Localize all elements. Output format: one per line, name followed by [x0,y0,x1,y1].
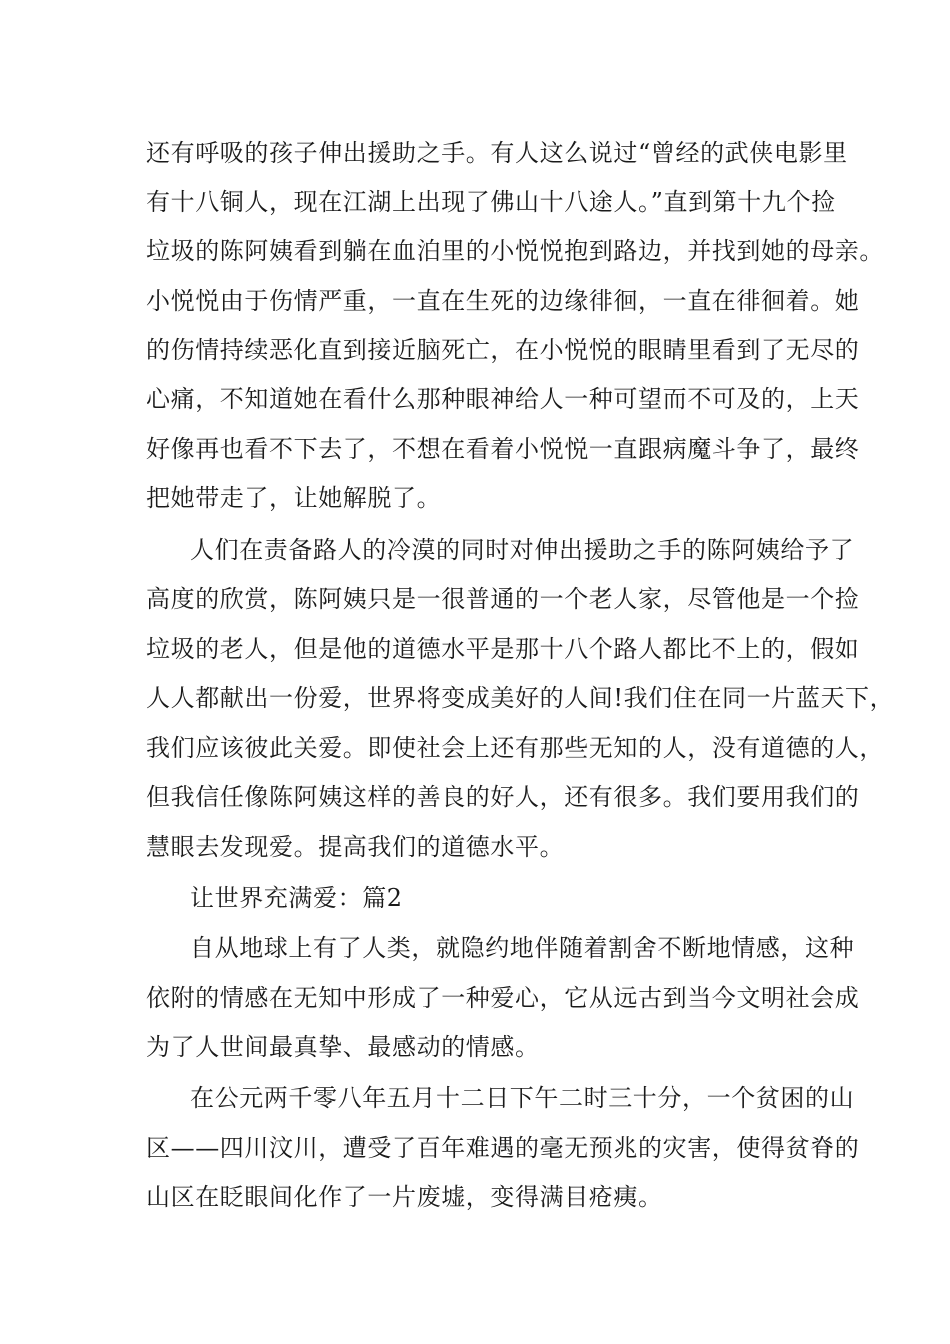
text-line: 区——四川汶川，遭受了百年难遇的毫无预兆的灾害，使得贫脊的 [146,1134,860,1162]
text-line: 好像再也看不下去了，不想在看着小悦悦一直跟病魔斗争了，最终 [146,435,860,463]
text-line: 还有呼吸的孩子伸出援助之手。有人这么说过“曾经的武侠电影里 [146,139,848,167]
text-line: 为了人世间最真挚、最感动的情感。 [146,1033,540,1061]
text-line: 垃圾的老人，但是他的道德水平是那十八个路人都比不上的，假如 [146,635,860,663]
text-line: 山区在眨眼间化作了一片废墟，变得满目疮痍。 [146,1183,663,1211]
text-line: 心痛，不知道她在看什么那种眼神给人一种可望而不可及的，上天 [146,385,860,413]
paragraph-start-line: 在公元两千零八年五月十二日下午二时三十分，一个贫困的山 [190,1084,855,1112]
text-line: 人人都献出一份爱，世界将变成美好的人间!我们住在同一片蓝天下， [146,684,895,712]
text-line: 小悦悦由于伤情严重，一直在生死的边缘徘徊，一直在徘徊着。她 [146,287,860,315]
section-heading: 让世界充满爱：篇2 [190,884,403,912]
text-line: 有十八铜人，现在江湖上出现了佛山十八途人。”直到第十九个捡 [146,188,836,216]
paragraph-start-line: 自从地球上有了人类，就隐约地伴随着割舍不断地情感，这种 [190,934,855,962]
paragraph-start-line: 人们在责备路人的冷漠的同时对伸出援助之手的陈阿姨给予了 [190,536,855,564]
text-line: 但我信任像陈阿姨这样的善良的好人，还有很多。我们要用我们的 [146,783,860,811]
text-line: 依附的情感在无知中形成了一种爱心，它从远古到当今文明社会成 [146,984,860,1012]
text-line: 垃圾的陈阿姨看到躺在血泊里的小悦悦抱到路边，并找到她的母亲。 [146,237,884,265]
text-line: 把她带走了，让她解脱了。 [146,484,442,512]
text-line: 我们应该彼此关爱。即使社会上还有那些无知的人，没有道德的人， [146,734,884,762]
text-line: 的伤情持续恶化直到接近脑死亡，在小悦悦的眼睛里看到了无尽的 [146,336,860,364]
text-line: 高度的欣赏，陈阿姨只是一很普通的一个老人家，尽管他是一个捡 [146,585,860,613]
text-line: 慧眼去发现爱。提高我们的道德水平。 [146,833,565,861]
